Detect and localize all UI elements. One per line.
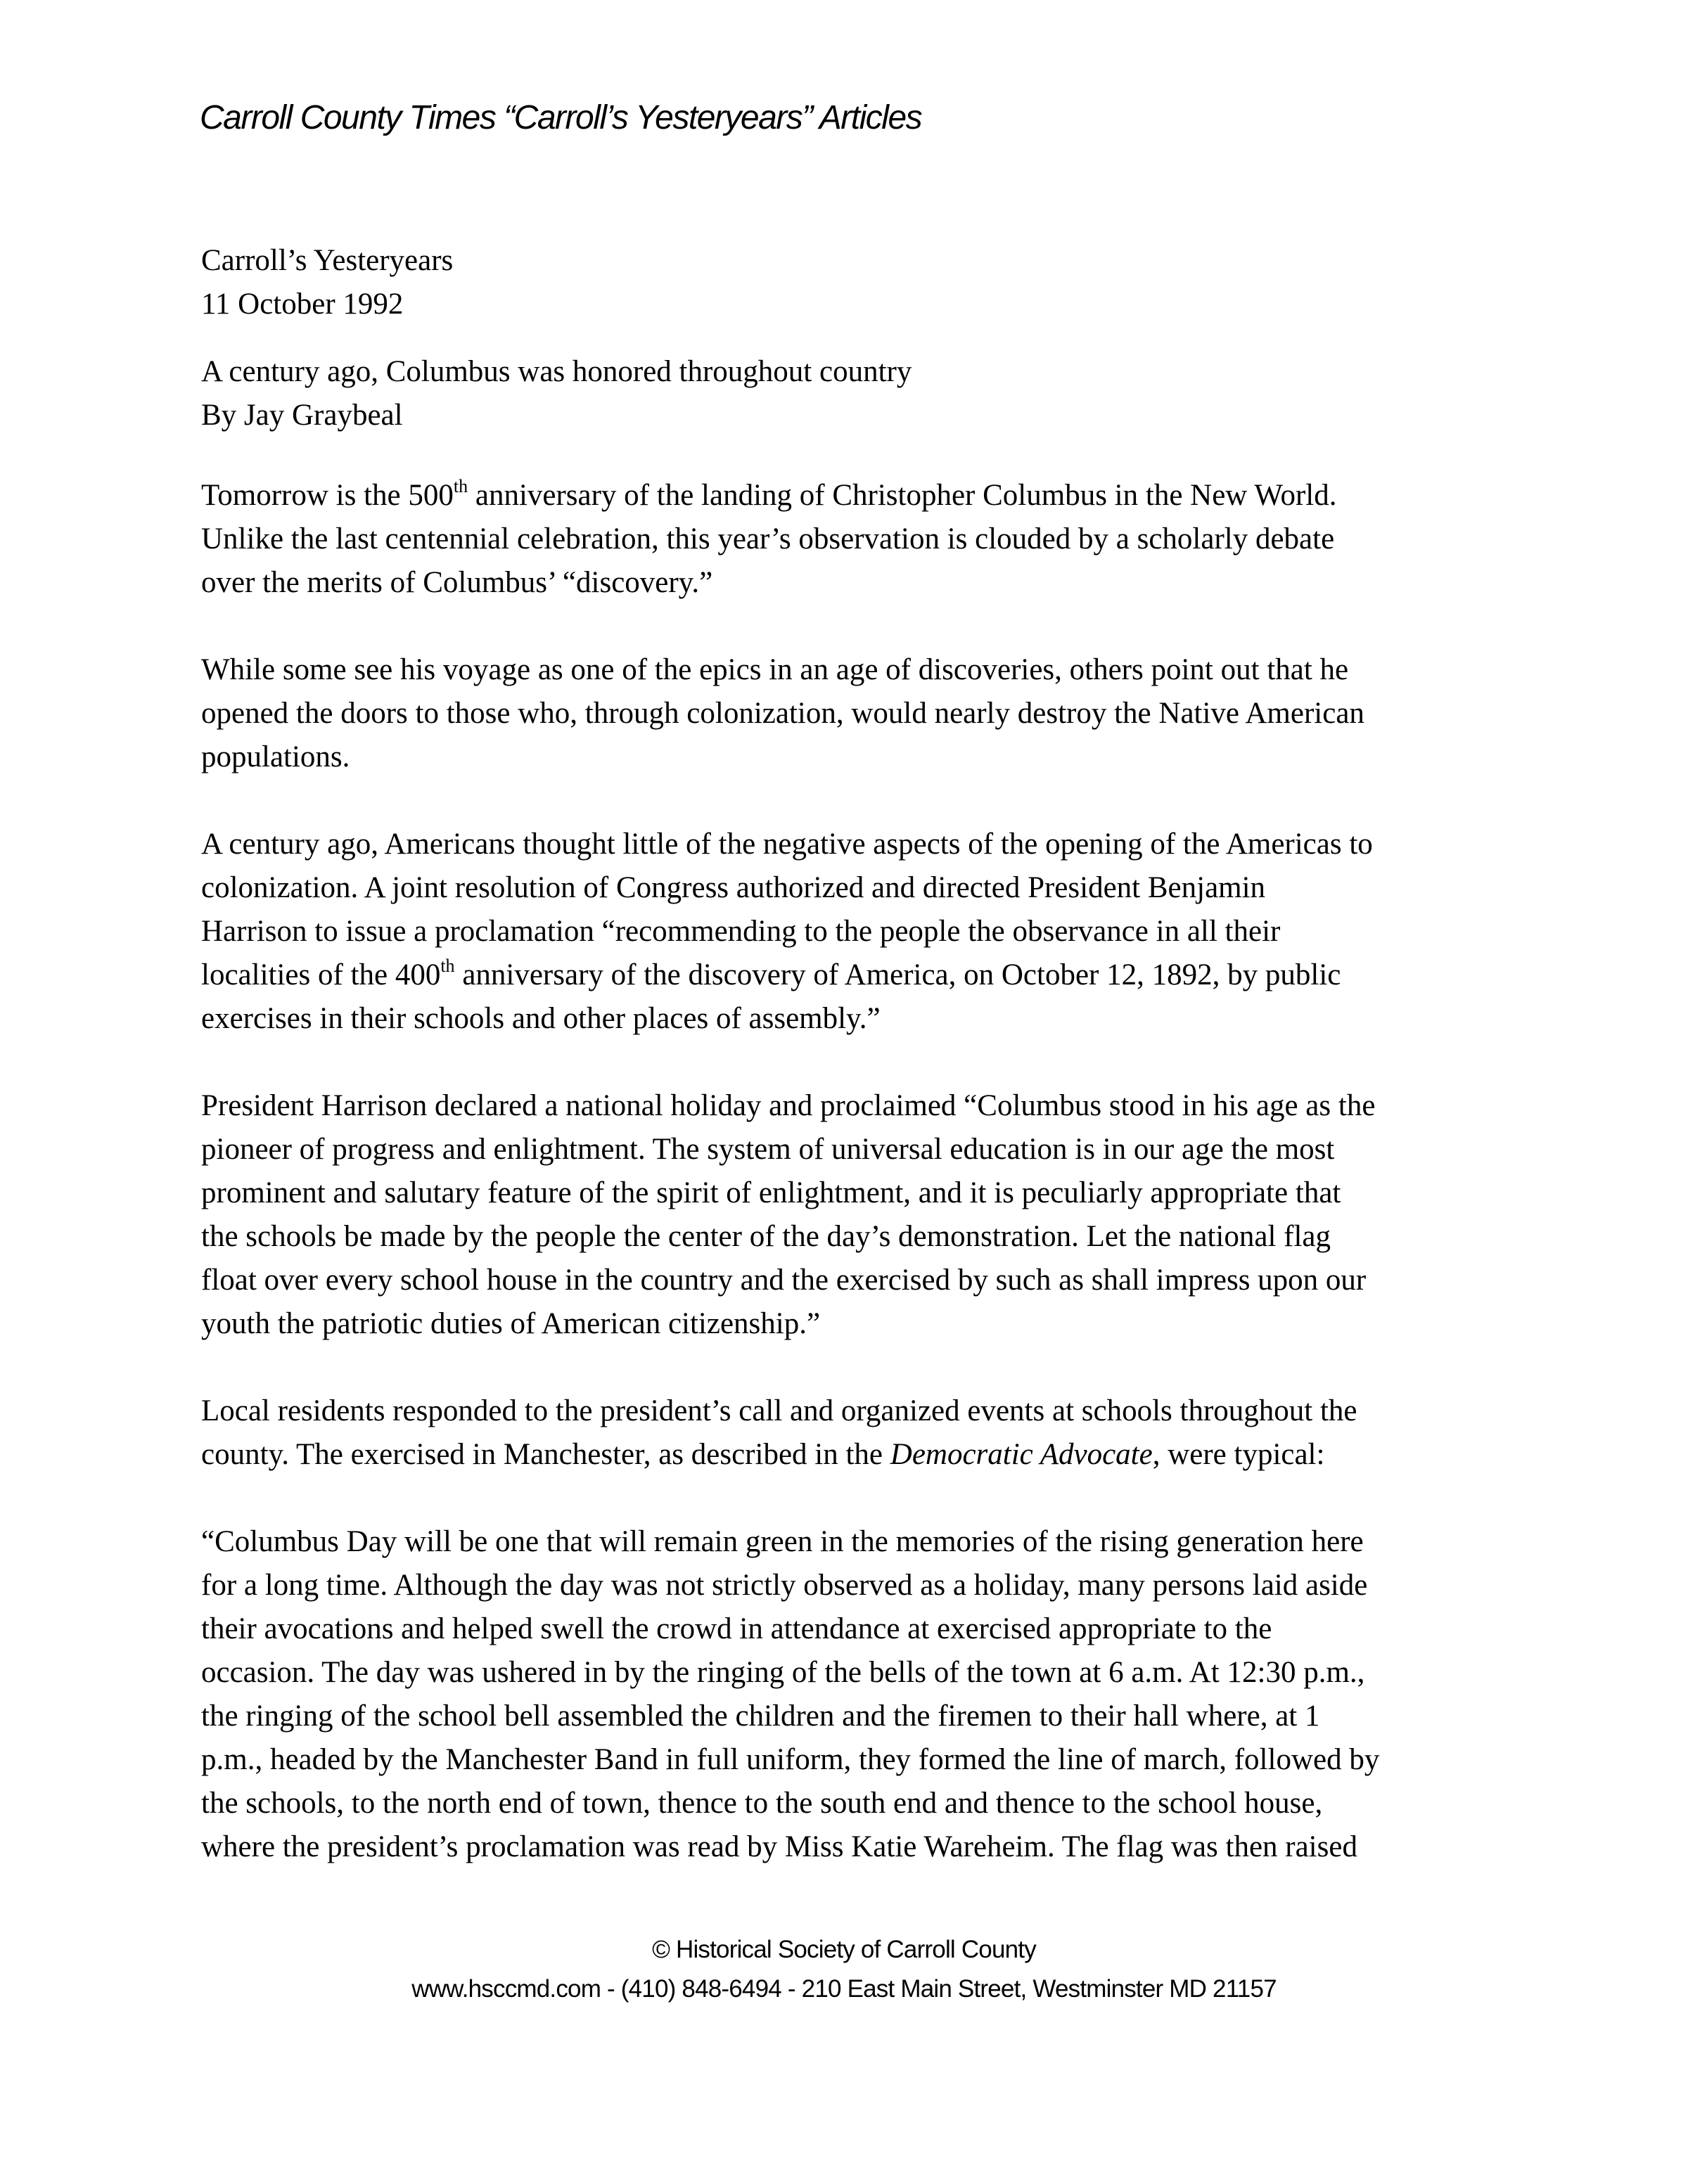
paragraph-line: the schools, to the north end of town, thence to the south end and thence to the school house, [201, 1787, 1323, 1820]
footer-contact [0, 1970, 1688, 2009]
article-paragraph [201, 823, 1523, 1041]
paragraph-line: Local residents responded to the president’s call and organized events at schools throughout the [201, 1394, 1357, 1427]
paragraph-line: p.m., headed by the Manchester Band in full uniform, they formed the line of march, followed by [201, 1743, 1380, 1776]
article-headline: A century ago, Columbus was honored throughout country [201, 355, 912, 388]
line-text: county. The exercised in Manchester, as described in the [201, 1438, 890, 1471]
page-footer [0, 1930, 1688, 2009]
paragraph-line [201, 953, 1523, 997]
paragraph-line: youth the patriotic duties of American citizenship.” [201, 1307, 821, 1340]
paragraph-line: exercises in their schools and other places of assembly.” [201, 1002, 881, 1035]
line-text: localities of the 400 [201, 958, 441, 991]
article-paragraph [201, 1389, 1523, 1477]
article-paragraphs [201, 474, 1523, 1869]
footer-address: 210 East Main Street, Westminster MD 21157 [801, 1975, 1277, 2003]
paragraph-line [201, 474, 1523, 518]
running-header: Carroll County Times “Carroll’s Yesteryears” Articles [200, 99, 922, 136]
line-text: , were typical: [1152, 1438, 1325, 1471]
publication-title: Democratic Advocate [890, 1438, 1153, 1471]
paragraph-line: the ringing of the school bell assembled the children and the firemen to their hall where, at 1 [201, 1700, 1320, 1733]
article-byline: By Jay Graybeal [201, 399, 403, 432]
paragraph-line: Unlike the last centennial celebration, this year’s observation is clouded by a scholarly debate [201, 522, 1335, 555]
article-title-block [201, 350, 1523, 437]
ordinal-superscript: th [453, 476, 468, 496]
footer-copyright: © Historical Society of Carroll County [652, 1936, 1036, 1963]
paragraph-line: where the president’s proclamation was read by Miss Katie Wareheim. The flag was then raised [201, 1830, 1357, 1863]
paragraph-line: President Harrison declared a national holiday and proclaimed “Columbus stood in his age as the [201, 1089, 1376, 1122]
article-meta [201, 239, 1523, 326]
paragraph-line: opened the doors to those who, through colonization, would nearly destroy the Native American [201, 697, 1364, 730]
article-paragraph [201, 1084, 1523, 1346]
paragraph-line: for a long time. Although the day was not strictly observed as a holiday, many persons laid aside [201, 1569, 1368, 1602]
paragraph-line: Harrison to issue a proclamation “recommending to the people the observance in all their [201, 915, 1281, 948]
paragraph-line: While some see his voyage as one of the epics in an age of discoveries, others point out that he [201, 653, 1349, 686]
paragraph-line: over the merits of Columbus’ “discovery.” [201, 566, 713, 599]
article-body [201, 239, 1523, 1913]
footer-website-link[interactable]: www.hsccmd.com [411, 1975, 601, 2003]
paragraph-line: float over every school house in the country and the exercised by such as shall impress upon our [201, 1264, 1367, 1297]
line-text: anniversary of the landing of Christopher Columbus in the New World. [468, 479, 1337, 512]
paragraph-line: colonization. A joint resolution of Congress authorized and directed President Benjamin [201, 871, 1266, 904]
footer-phone: (410) 848-6494 [620, 1975, 781, 2003]
column-name: Carroll’s Yesteryears [201, 244, 454, 277]
article-paragraph [201, 648, 1523, 779]
article-paragraph [201, 474, 1523, 605]
footer-separator: - [781, 1975, 802, 2003]
footer-separator: - [601, 1975, 621, 2003]
paragraph-line: populations. [201, 740, 350, 773]
paragraph-line: occasion. The day was ushered in by the ringing of the bells of the town at 6 a.m. At 12:30 p.m., [201, 1656, 1365, 1689]
paragraph-line: A century ago, Americans thought little of the negative aspects of the opening of the Americas to [201, 828, 1373, 861]
paragraph-line: “Columbus Day will be one that will remain green in the memories of the rising generation here [201, 1525, 1364, 1558]
paragraph-line: their avocations and helped swell the crowd in attendance at exercised appropriate to the [201, 1612, 1272, 1645]
paragraph-line: prominent and salutary feature of the spirit of enlightment, and it is peculiarly appropriate that [201, 1176, 1341, 1209]
paragraph-line: the schools be made by the people the center of the day’s demonstration. Let the national flag [201, 1220, 1331, 1253]
article-date: 11 October 1992 [201, 288, 404, 321]
article-paragraph [201, 1520, 1523, 1869]
ordinal-superscript: th [440, 956, 455, 976]
line-text: anniversary of the discovery of America, on October 12, 1892, by public [454, 958, 1341, 991]
paragraph-line [201, 1433, 1523, 1477]
paragraph-line: pioneer of progress and enlightment. The system of universal education is in our age the most [201, 1133, 1335, 1166]
line-text: Tomorrow is the 500 [201, 479, 454, 512]
